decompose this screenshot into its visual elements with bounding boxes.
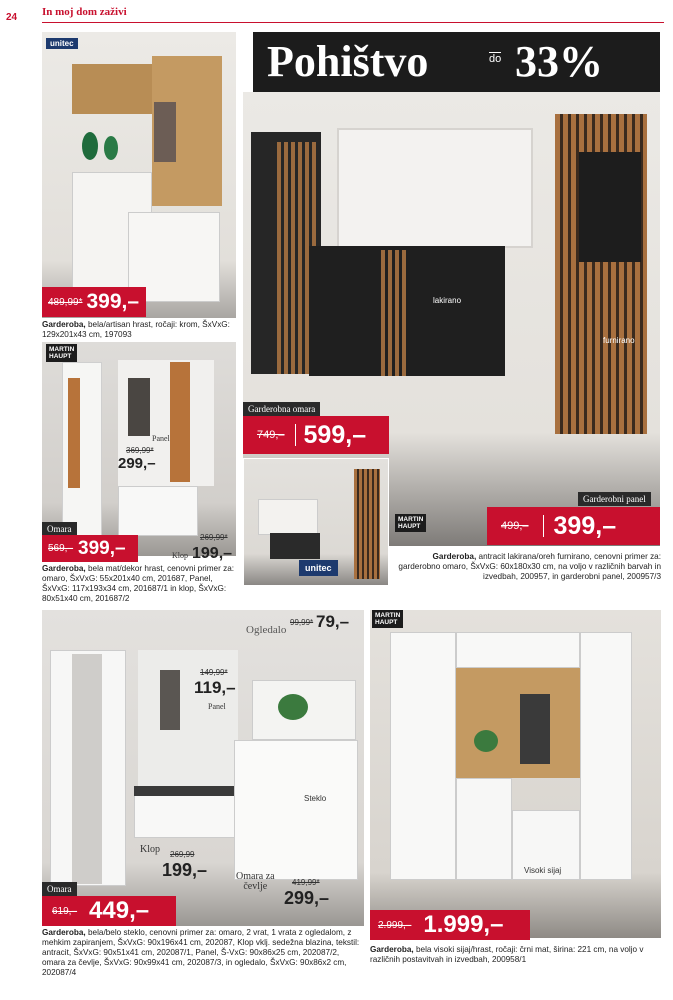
item4-caption: Garderoba, bela/belo steklo, cenovni primer za: omaro, 2 vrat, 1 vrata z ogledalom, z mehkim zapiranjem, ŠxVxG: 90x196x41 cm, 202087, Klop vklj. sedežna blazina, tekstil: antracit, ŠxVxG: 90x51x41 cm, 202087/1, Panel, Š-VxG: 90x86x25 cm, 202087/2, omara za čevlje, ŠxVxG: 90x99x41 cm, 202087/3, in ogledalo, ŠxVxG: 90x86x2 cm, 202087/4	[42, 928, 360, 977]
item2-omara-old-price: 569,–	[48, 543, 74, 554]
item3-omara-label: Garderobna omara	[243, 402, 320, 416]
item4-omara-price-tag	[42, 896, 176, 926]
item1-caption: Garderoba, bela/artisan hrast, ročaji: krom, ŠxVxG: 129x201x43 cm, 197093	[42, 320, 230, 339]
item5-photo	[370, 610, 661, 938]
item4-omara-old-price: 619,–	[52, 905, 78, 917]
item3-furnirano-label: furnirano	[603, 336, 635, 345]
item2-panel-price: 299,–	[118, 455, 156, 472]
item2-logo: MARTIN HAUPT	[46, 344, 77, 362]
item1-photo	[42, 32, 236, 318]
item2-klop-price: 199,–	[192, 545, 233, 562]
item3-omara-price-tag	[243, 416, 389, 454]
item3-omara-price: 599,–	[303, 420, 367, 449]
item5-logo: MARTIN HAUPT	[372, 610, 403, 628]
item2-panel-label: Panel	[152, 434, 170, 443]
item1-price: 399,–	[86, 290, 140, 313]
page-title: In moj dom zaživi	[42, 6, 127, 18]
item2-photo	[42, 342, 236, 556]
item4-klop-old-price: 269,99	[170, 850, 195, 859]
item2-panel-old-price: 369,99*	[126, 446, 154, 455]
item4-photo	[42, 610, 364, 926]
item3-panel-price: 399,–	[553, 511, 617, 540]
page-number: 24	[6, 12, 18, 23]
item2-omara-label: Omara	[42, 522, 77, 536]
item4-cevlje-label: Omara za čevlje	[236, 871, 275, 892]
item3-omara-old-price: 749,–	[257, 429, 285, 441]
item4-panel-label: Panel	[208, 702, 226, 711]
header-divider	[42, 22, 664, 23]
item3-logo: MARTIN HAUPT	[395, 514, 426, 532]
banner-do: do	[489, 53, 502, 65]
item5-caption: Garderoba, bela visoki sijaj/hrast, ročaji: črni mat, širina: 221 cm, na voljo v različnih postavitvah in izvedbah, 200958/1	[370, 945, 644, 964]
item3-panel-label: Garderobni panel	[578, 492, 651, 506]
item5-old-price: 2.999,–	[378, 919, 412, 931]
item1-old-price: 489,99*	[48, 296, 83, 308]
item4-panel-price: 119,–	[194, 678, 236, 697]
item1-logo: unitec	[46, 38, 78, 49]
item4-klop-price: 199,–	[162, 860, 208, 880]
item4-ogledalo-price: 79,–	[316, 612, 350, 631]
item2-klop-label: Klop	[172, 551, 188, 560]
item3-panel-old-price: 499,–	[501, 520, 529, 532]
item4-cevlje-price: 299,–	[284, 888, 330, 908]
item3-panel-price-tag	[487, 507, 660, 545]
promo-banner	[253, 32, 660, 92]
item4-steklo-label: Steklo	[304, 794, 327, 803]
banner-percent: 33%	[515, 37, 603, 86]
item5-visoki-label: Visoki sijaj	[524, 866, 562, 875]
item5-price-tag	[370, 910, 530, 940]
item4-ogledalo-old-price: 99,99*	[290, 618, 314, 627]
item2-omara-price-tag	[42, 535, 138, 562]
item3-caption: Garderoba, antracit lakirana/oreh furnirano, cenovni primer za: garderobno omaro, ŠxVxG: 60x180x30 cm, na voljo v različnih barvah in izvedbah, 200957, in garderobni panel, 200957/3	[398, 552, 661, 581]
item1-price-tag	[42, 287, 146, 317]
item4-cevlje-old-price: 419,99*	[292, 878, 320, 887]
item4-ogledalo-label: Ogledalo	[246, 624, 287, 636]
item5-price: 1.999,–	[423, 911, 504, 938]
item3-inset-photo	[243, 458, 389, 586]
item3-lakirano-label: lakirano	[433, 296, 462, 305]
item3-logo-unitec: unitec	[299, 560, 338, 576]
item4-klop-label: Klop	[140, 844, 160, 855]
item4-omara-label: Omara	[42, 882, 77, 896]
banner-word: Pohištvo	[267, 37, 429, 86]
item2-caption: Garderoba, bela mat/dekor hrast, cenovni primer za: omaro, ŠxVxG: 55x201x40 cm, 201687, Panel, ŠxVxG: 117x193x34 cm, 201687/1 in klop, ŠxVxG: 80x51x40 cm, 201687/2	[42, 564, 235, 603]
item2-omara-price: 399,–	[78, 537, 126, 559]
item4-omara-price: 449,–	[89, 897, 150, 924]
item4-panel-old-price: 149,99*	[200, 668, 228, 677]
item2-klop-old-price: 269,99*	[200, 533, 228, 542]
